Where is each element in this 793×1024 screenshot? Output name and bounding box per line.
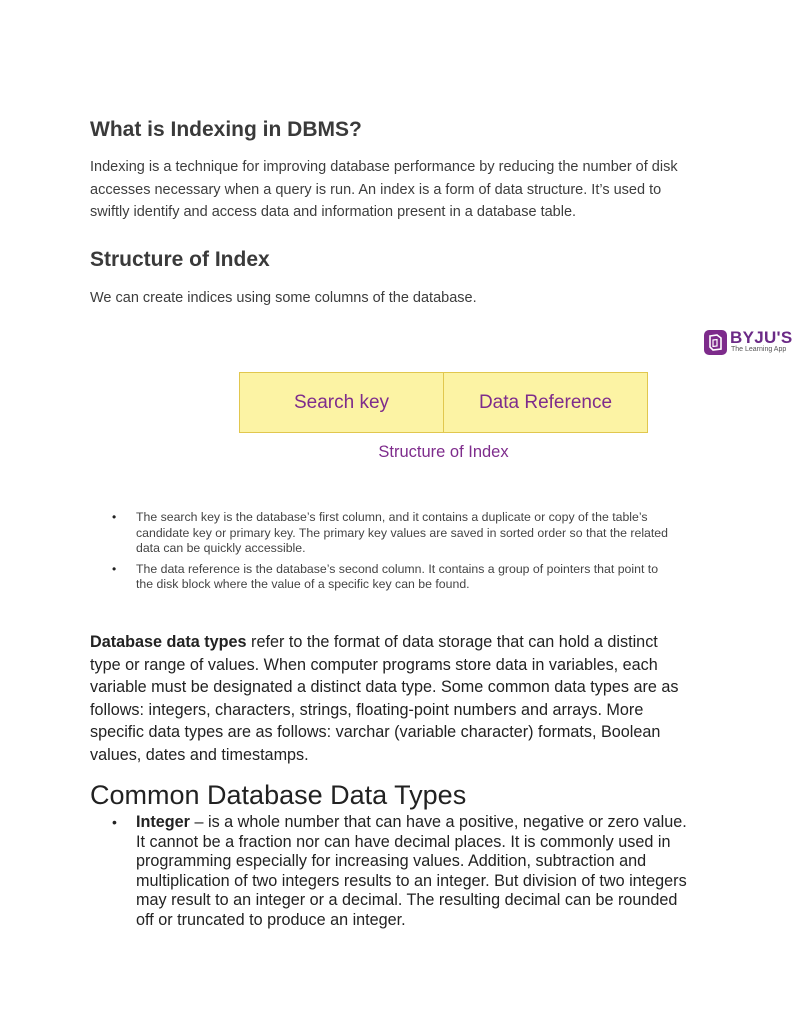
diagram-caption: Structure of Index xyxy=(378,443,509,461)
logo-text: BYJU'S xyxy=(730,328,793,347)
search-key-cell: Search key xyxy=(239,372,444,433)
list-item: • The search key is the database’s first column, and it contains a duplicate or copy of the table’s candidate key or primary key. The primary key values are saved in sorted order so that the related data can be quickly accessible. xyxy=(90,510,670,557)
datatypes-text: refer to the format of data storage that can hold a distinct type or range of values. When computer programs store data in variables, each variable must be designated a distinct data type. Some common data types are as follows: integers, characters, strings, floating-point numbers and arrays. More specific data types are as follows: varchar (variable character) formats, Boolean values, dates and timestamps. xyxy=(90,633,679,764)
datatype-list xyxy=(90,813,690,930)
data-reference-cell: Data Reference xyxy=(443,372,648,433)
heading-common-types: Common Database Data Types xyxy=(90,780,467,810)
list-item xyxy=(90,813,690,930)
heading-structure: Structure of Index xyxy=(90,248,270,271)
datatypes-paragraph xyxy=(90,631,690,766)
index-bullet-list xyxy=(90,510,670,598)
indexing-paragraph: Indexing is a technique for improving database performance by reducing the number of disk accesses necessary when a query is run. An index is a form of data structure. It’s used to swiftly identify and access data and information present in a database table. xyxy=(90,159,678,220)
index-structure-diagram xyxy=(239,372,648,433)
byjus-logo-icon xyxy=(704,330,727,355)
datatype-term: Integer xyxy=(136,813,190,831)
heading-indexing: What is Indexing in DBMS? xyxy=(90,118,362,141)
list-item: • The data reference is the database’s second column. It contains a group of pointers that point to the disk block where the value of a specific key can be found. xyxy=(90,562,670,593)
logo-tagline: The Learning App xyxy=(731,346,787,353)
datatype-description: – is a whole number that can have a positive, negative or zero value. It cannot be a fraction nor can have decimal places. It is commonly used in programming especially for increasing values. Addition, subtraction and multiplication of two integers results to an integer. But division of two integers may result to an integer or a decimal. The resulting decimal can be rounded off or truncated to produce an integer. xyxy=(136,813,687,929)
datatypes-bold-term: Database data types xyxy=(90,633,247,651)
byjus-logo[interactable] xyxy=(704,328,793,356)
structure-paragraph: We can create indices using some columns of the database. xyxy=(90,290,477,306)
